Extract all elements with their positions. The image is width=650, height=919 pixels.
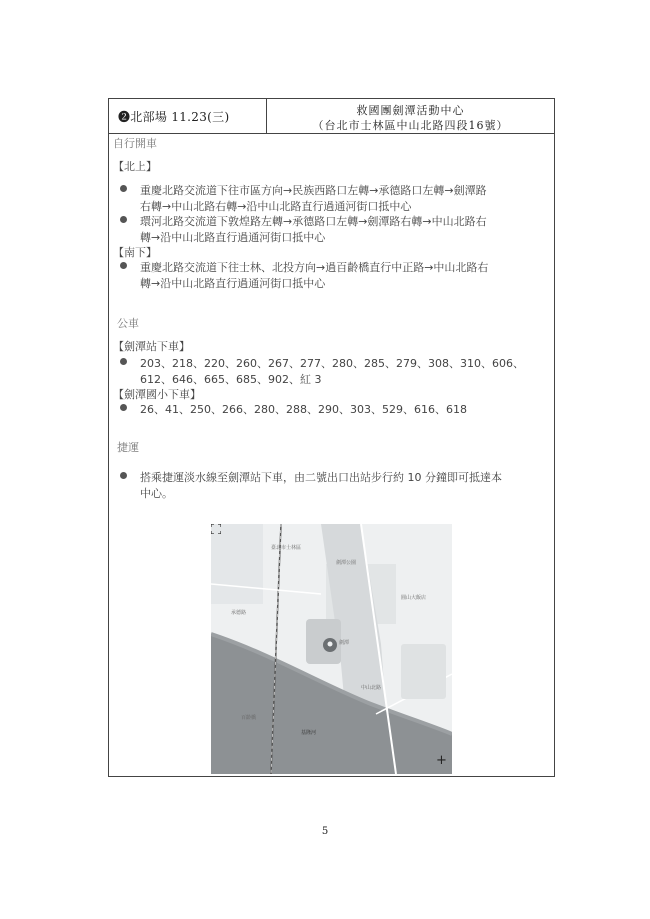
- mrt-title: 捷運: [117, 441, 139, 454]
- location-map[interactable]: [211, 524, 452, 774]
- venue-address: （台北市士林區中山北路四段16號）: [312, 119, 509, 132]
- northbound-label: 【北上】: [113, 160, 157, 173]
- northbound-route-1-line-1: 重慶北路交流道下往市區方向→民族西路口左轉→承德路口左轉→劍潭路: [140, 184, 487, 197]
- map-label-grand-hotel: 圓山大飯店: [401, 595, 427, 601]
- bullet-icon: [120, 358, 127, 365]
- map-graphic: [211, 524, 452, 774]
- map-label-zhongshan-n-rd: 中山北路: [361, 685, 382, 691]
- jiantan-elementary-label: 【劍潭國小下車】: [113, 388, 201, 401]
- northbound-route-2-line-2: 轉→沿中山北路直行過通河街口抵中心: [140, 231, 326, 244]
- venue-label: ❷北部場 11.23(三): [118, 110, 230, 124]
- jiantan-station-bus-line-1: 203、218、220、260、267、277、280、285、279、308、310、606、: [140, 357, 524, 370]
- jiantan-station-label: 【劍潭站下車】: [113, 340, 190, 353]
- bus-title: 公車: [117, 317, 139, 330]
- mrt-directions-line-1: 搭乘捷運淡水線至劍潭站下車，由二號出口出站步行約 10 分鐘即可抵達本: [140, 471, 502, 484]
- map-label-chengde-rd: 承德路: [231, 610, 247, 616]
- page-number: 5: [321, 826, 329, 837]
- jiantan-station-bus-line-2: 612、646、665、685、902、紅 3: [140, 373, 322, 386]
- self-drive-title: 自行開車: [113, 137, 157, 150]
- southbound-route-1-line-1: 重慶北路交流道下往士林、北投方向→過百齡橋直行中正路→中山北路右: [140, 261, 489, 274]
- fullscreen-icon[interactable]: [211, 524, 221, 534]
- southbound-label: 【南下】: [113, 246, 157, 259]
- jiantan-elementary-bus-line-1: 26、41、250、266、280、288、290、303、529、616、618: [140, 403, 467, 416]
- northbound-route-1-line-2: 右轉→中山北路右轉→沿中山北路直行過通河街口抵中心: [140, 200, 412, 213]
- map-label-bailing-bridge: 百齡橋: [241, 715, 257, 721]
- venue-info-cell: [267, 99, 554, 133]
- venue-cell: [109, 99, 267, 133]
- zoom-in-icon[interactable]: +: [436, 753, 447, 768]
- map-label-keelung-river: 基隆河: [301, 730, 317, 736]
- southbound-route-1-line-2: 轉→沿中山北路直行過通河街口抵中心: [140, 277, 326, 290]
- northbound-route-2-line-1: 環河北路交流道下敦煌路左轉→承德路口左轉→劍潭路右轉→中山北路右: [140, 215, 487, 228]
- table-header: [109, 99, 554, 134]
- map-label-jiantan-park: 劍潭公園: [336, 560, 357, 566]
- bullet-icon: [120, 216, 127, 223]
- venue-name: 救國團劍潭活動中心: [356, 104, 465, 117]
- bullet-icon: [120, 404, 127, 411]
- map-label-jiantan: 劍潭: [339, 640, 350, 646]
- bullet-icon: [120, 262, 127, 269]
- bullet-icon: [120, 185, 127, 192]
- bullet-icon: [120, 472, 127, 479]
- mrt-directions-line-2: 中心。: [140, 487, 173, 500]
- map-label-shilin: 臺北市士林區: [271, 545, 302, 551]
